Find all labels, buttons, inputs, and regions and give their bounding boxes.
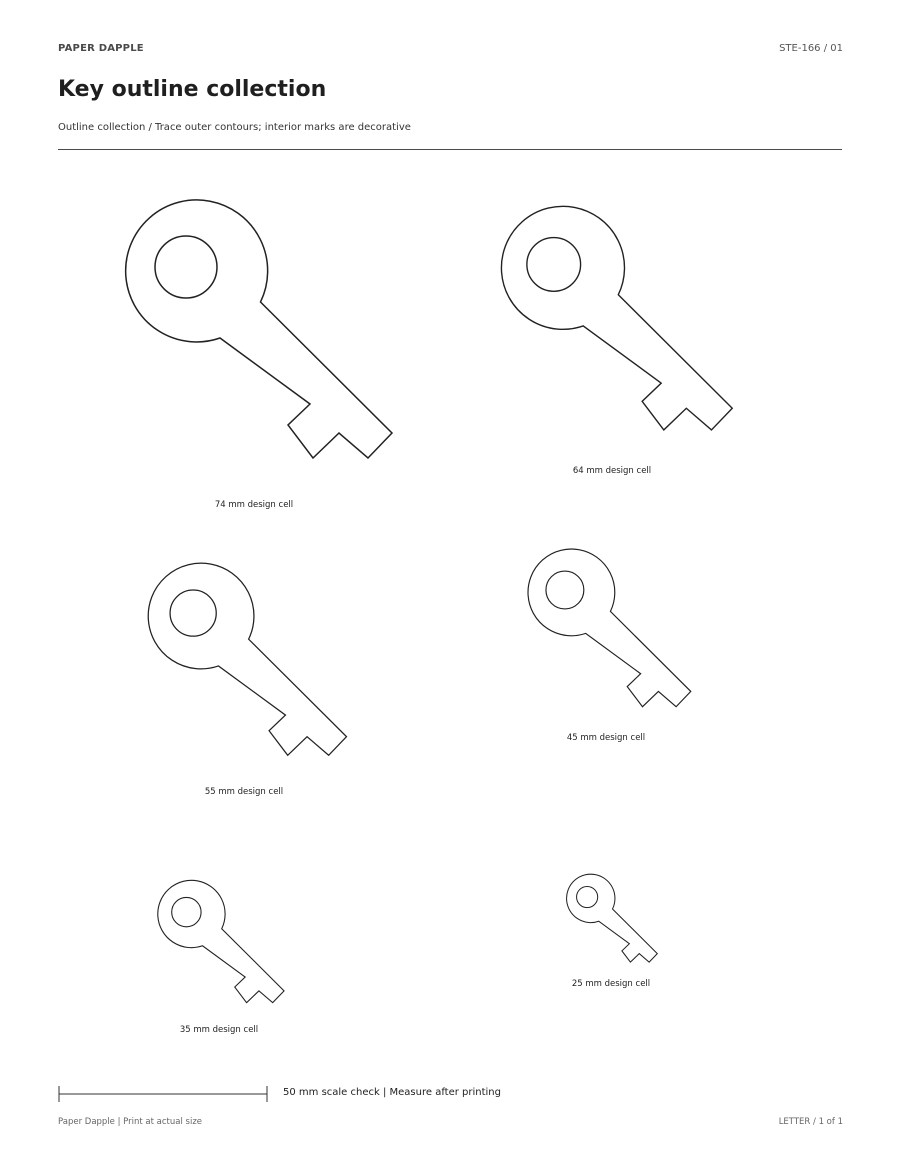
key-outline-35mm (157, 880, 285, 1004)
key-outline-45mm (527, 549, 692, 708)
cell-label-64mm: 64 mm design cell (572, 466, 652, 476)
cell-label-74mm: 74 mm design cell (214, 500, 294, 510)
key-outline-64mm (500, 206, 734, 432)
page-title: Key outline collection (58, 77, 327, 102)
cell-label-25mm: 25 mm design cell (571, 979, 651, 989)
page-subtitle: Outline collection / Trace outer contours; interior marks are decorative (58, 122, 411, 133)
cell-label-55mm: 55 mm design cell (204, 787, 284, 797)
brand-name: PAPER DAPPLE (58, 43, 144, 54)
scale-check-bar (58, 1084, 270, 1104)
key-outline-55mm (147, 563, 348, 757)
document-code: STE-166 / 01 (779, 43, 843, 54)
key-outline-74mm (124, 200, 394, 460)
header-divider (58, 149, 842, 150)
footer-note: Paper Dapple | Print at actual size (58, 1117, 203, 1127)
key-outline-25mm (566, 874, 658, 963)
cell-label-35mm: 35 mm design cell (179, 1025, 259, 1035)
page-indicator: LETTER / 1 of 1 (778, 1117, 843, 1127)
scale-check-label: 50 mm scale check | Measure after printing (283, 1087, 501, 1098)
cell-label-45mm: 45 mm design cell (566, 733, 646, 743)
